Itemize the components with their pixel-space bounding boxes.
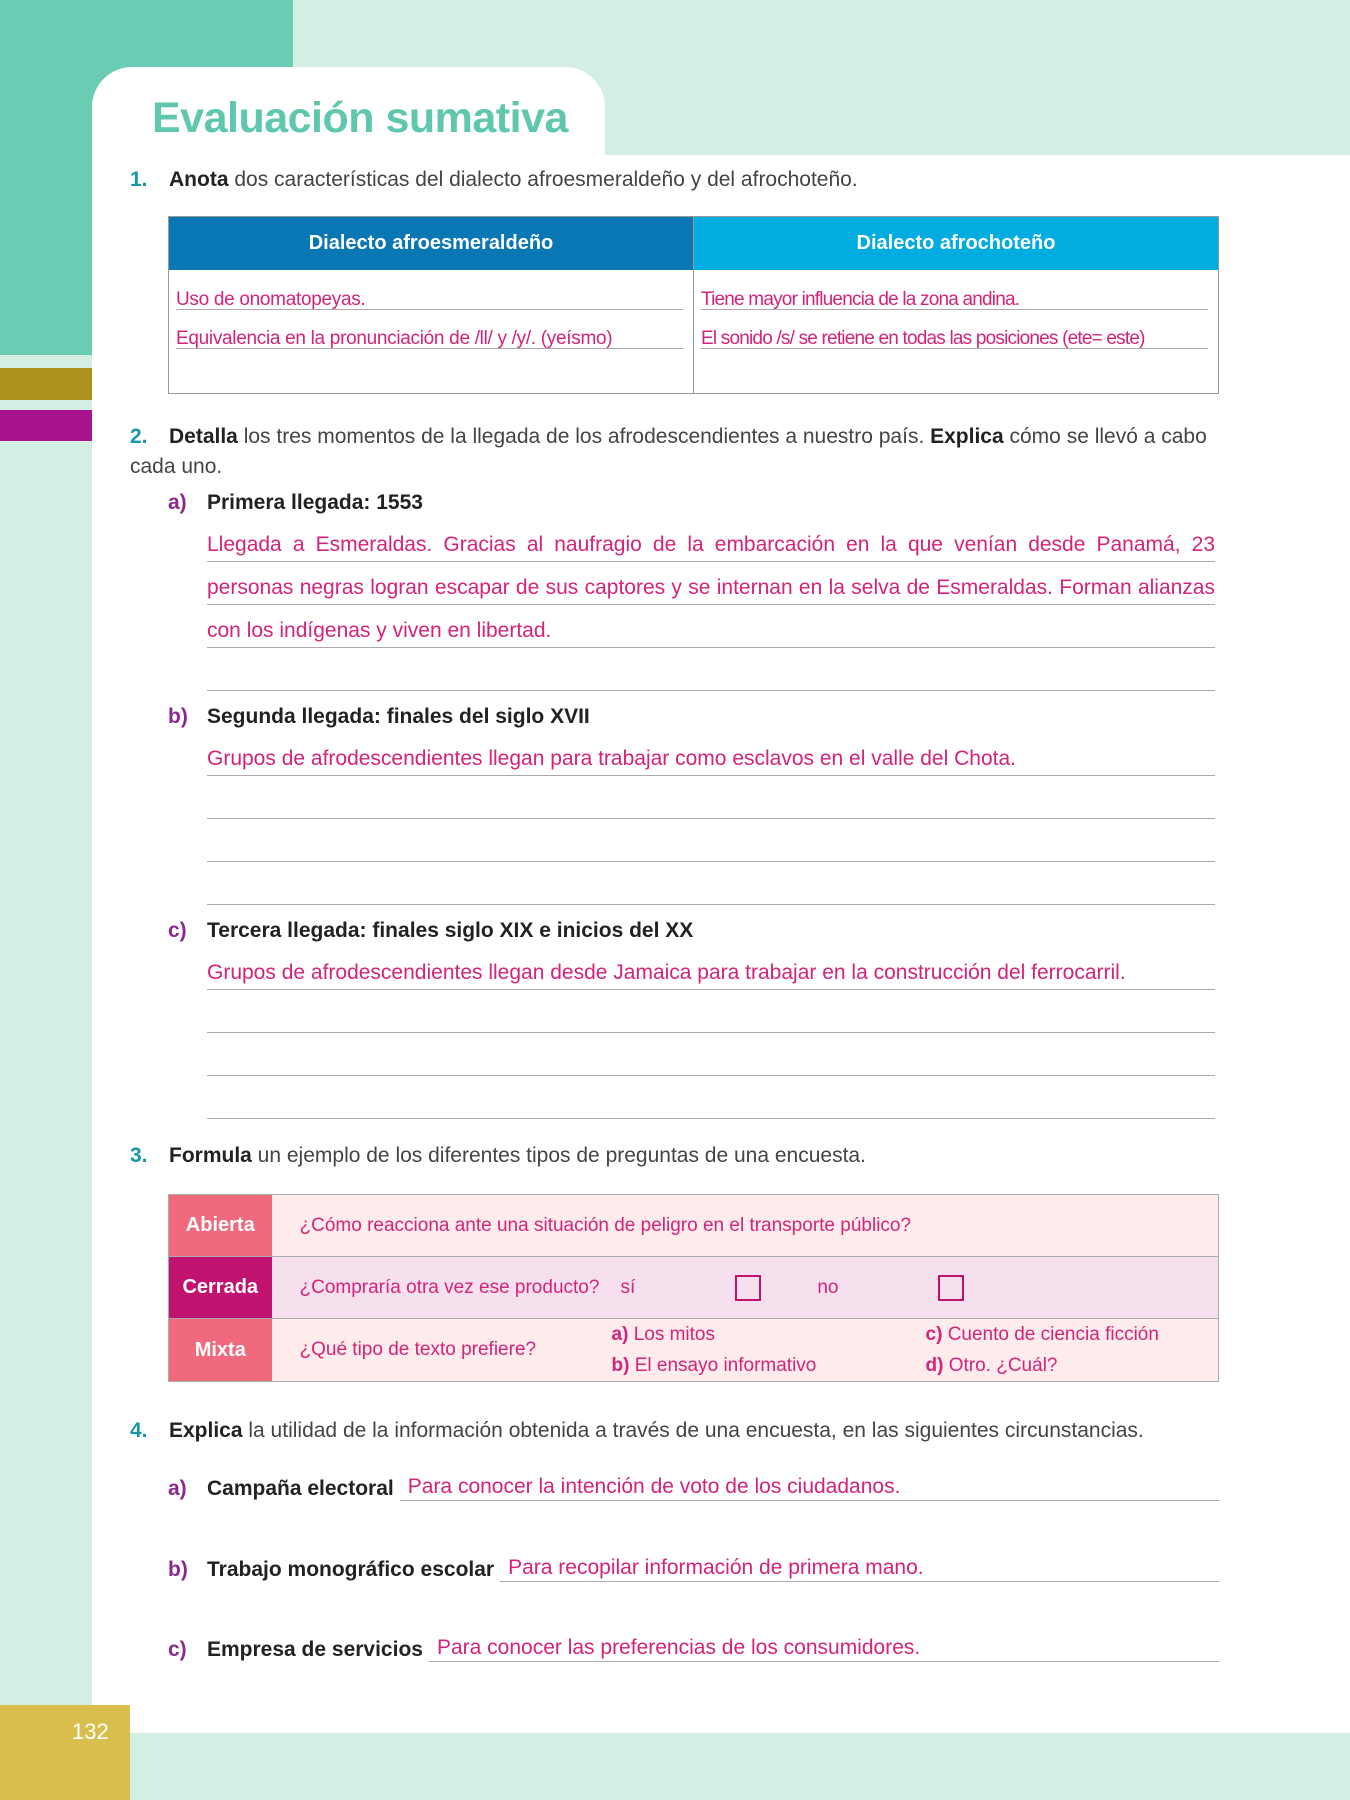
answer-line — [207, 819, 1215, 862]
question-number: 1. — [130, 168, 148, 191]
no-checkbox[interactable] — [938, 1275, 964, 1301]
question-number: 2. — [130, 425, 148, 448]
options-cd — [926, 1319, 1219, 1382]
answer-line — [207, 776, 1215, 819]
question-number: 4. — [130, 1419, 148, 1442]
option-text: Cuento de ciencia ficción — [947, 1324, 1159, 1345]
question-text: dos características del dialecto afroesmeraldeño y del afrochoteño. — [228, 168, 858, 191]
question-verb: Formula — [169, 1144, 252, 1167]
item-letter: b) — [168, 705, 188, 728]
option-letter: a) — [611, 1324, 629, 1345]
header-afrochoteno: Dialecto afrochoteño — [694, 217, 1219, 270]
option-b[interactable] — [612, 1350, 926, 1381]
question-number: 3. — [130, 1144, 148, 1167]
option-c[interactable] — [926, 1319, 1219, 1350]
item-title: Tercera llegada: finales siglo XIX e inicios del XX — [207, 919, 694, 942]
option-text: Otro. ¿Cuál? — [948, 1355, 1058, 1376]
q4-item-a — [168, 1474, 1219, 1501]
answer-field[interactable]: Para conocer la intención de voto de los ciudadanos. — [400, 1474, 1219, 1501]
question-3 — [130, 1141, 1220, 1171]
option-letter: c) — [925, 1324, 943, 1345]
answer-line: Equivalencia en la pronunciación de /ll/ y /y/. (yeísmo) — [176, 329, 683, 349]
q4-item-c — [168, 1635, 1219, 1662]
answer-field[interactable]: Para conocer las preferencias de los consumidores. — [429, 1635, 1219, 1662]
option-d[interactable] — [926, 1350, 1219, 1381]
row-label: Abierta — [169, 1195, 272, 1257]
option-text: Los mitos — [633, 1324, 715, 1345]
answer-line: Uso de onomatopeyas. — [176, 290, 683, 310]
item-title: Primera llegada: 1553 — [207, 491, 423, 514]
question-text: los tres momentos de la llegada de los afrodescendientes a nuestro país. — [237, 425, 931, 448]
mixed-question: ¿Qué tipo de texto prefiere? — [272, 1319, 612, 1382]
subitem-a-heading — [168, 488, 423, 518]
item-title: Segunda llegada: finales del siglo XVII — [207, 705, 590, 728]
subitem-c-heading — [168, 916, 693, 946]
option-letter: b) — [611, 1355, 630, 1376]
yes-label: sí — [620, 1276, 636, 1298]
options-ab — [612, 1319, 926, 1382]
answer-c[interactable] — [207, 947, 1215, 1119]
row-label: Mixta — [169, 1319, 272, 1382]
option-a[interactable] — [612, 1319, 926, 1350]
option-text: El ensayo informativo — [634, 1355, 817, 1376]
item-letter: c) — [168, 919, 187, 942]
item-letter: a) — [168, 1477, 187, 1500]
row-open — [169, 1195, 1219, 1257]
answer-line — [207, 862, 1215, 905]
yes-checkbox[interactable] — [735, 1275, 761, 1301]
answer-line — [207, 648, 1215, 691]
decor-olive-bar — [0, 368, 92, 400]
answer-line: Tiene mayor influencia de la zona andina. — [701, 290, 1208, 310]
q4-item-b — [168, 1555, 1219, 1582]
option-letter: d) — [925, 1355, 944, 1376]
answer-line — [207, 1033, 1215, 1076]
question-text: la utilidad de la información obtenida a través de una encuesta, en las siguientes circunstancias. — [242, 1419, 1144, 1442]
question-4 — [130, 1416, 1220, 1446]
answer-line: personas negras logran escapar de sus captores y se internan en la selva de Esmeraldas. Forman alianzas — [207, 562, 1215, 605]
item-title: Trabajo monográfico escolar — [207, 1558, 495, 1581]
decor-magenta-bar — [0, 410, 92, 441]
survey-table — [168, 1194, 1219, 1382]
page-number: 132 — [0, 1705, 130, 1800]
subitem-b-heading — [168, 702, 590, 732]
closed-question — [272, 1257, 1219, 1319]
no-label: no — [817, 1276, 839, 1298]
answer-line — [207, 990, 1215, 1033]
page-title: Evaluación sumativa — [152, 94, 568, 142]
row-mixed — [169, 1319, 1219, 1382]
row-closed — [169, 1257, 1219, 1319]
question-1 — [130, 165, 1220, 195]
question-verb: Explica — [169, 1419, 243, 1442]
cell-afroesmeraldeno[interactable] — [169, 270, 694, 394]
item-letter: b) — [168, 1558, 188, 1581]
answer-line: con los indígenas y viven en libertad. — [207, 605, 1215, 648]
question-text: ¿Compraría otra vez ese producto? — [299, 1276, 600, 1298]
item-letter: c) — [168, 1638, 187, 1661]
answer-line: El sonido /s/ se retiene en todas las posiciones (ete= este) — [701, 329, 1208, 349]
answer-line: Grupos de afrodescendientes llegan para trabajar como esclavos en el valle del Chota. — [207, 733, 1215, 776]
question-text: cómo se llevó a cabo cada uno. — [130, 425, 1207, 478]
dialect-table — [168, 216, 1219, 394]
question-verb: Anota — [169, 168, 229, 191]
answer-line: Grupos de afrodescendientes llegan desde Jamaica para trabajar en la construcción del ferrocarril. — [207, 947, 1215, 990]
item-letter: a) — [168, 491, 187, 514]
question-verb: Detalla — [169, 425, 238, 448]
question-2 — [130, 422, 1220, 482]
cell-afrochoteno[interactable] — [694, 270, 1219, 394]
answer-field[interactable]: Para recopilar información de primera mano. — [500, 1555, 1219, 1582]
row-label: Cerrada — [169, 1257, 272, 1319]
answer-b[interactable] — [207, 733, 1215, 905]
question-text: un ejemplo de los diferentes tipos de preguntas de una encuesta. — [251, 1144, 866, 1167]
answer-line — [207, 1076, 1215, 1119]
header-afroesmeraldeno: Dialecto afroesmeraldeño — [169, 217, 694, 270]
item-title: Empresa de servicios — [207, 1638, 423, 1661]
answer-a[interactable] — [207, 519, 1215, 691]
item-title: Campaña electoral — [207, 1477, 394, 1500]
question-verb: Explica — [930, 425, 1004, 448]
answer-line: Llegada a Esmeraldas. Gracias al naufragio de la embarcación en la que venían desde Panamá, 23 — [207, 519, 1215, 562]
open-question[interactable]: ¿Cómo reacciona ante una situación de peligro en el transporte público? — [272, 1195, 1219, 1257]
